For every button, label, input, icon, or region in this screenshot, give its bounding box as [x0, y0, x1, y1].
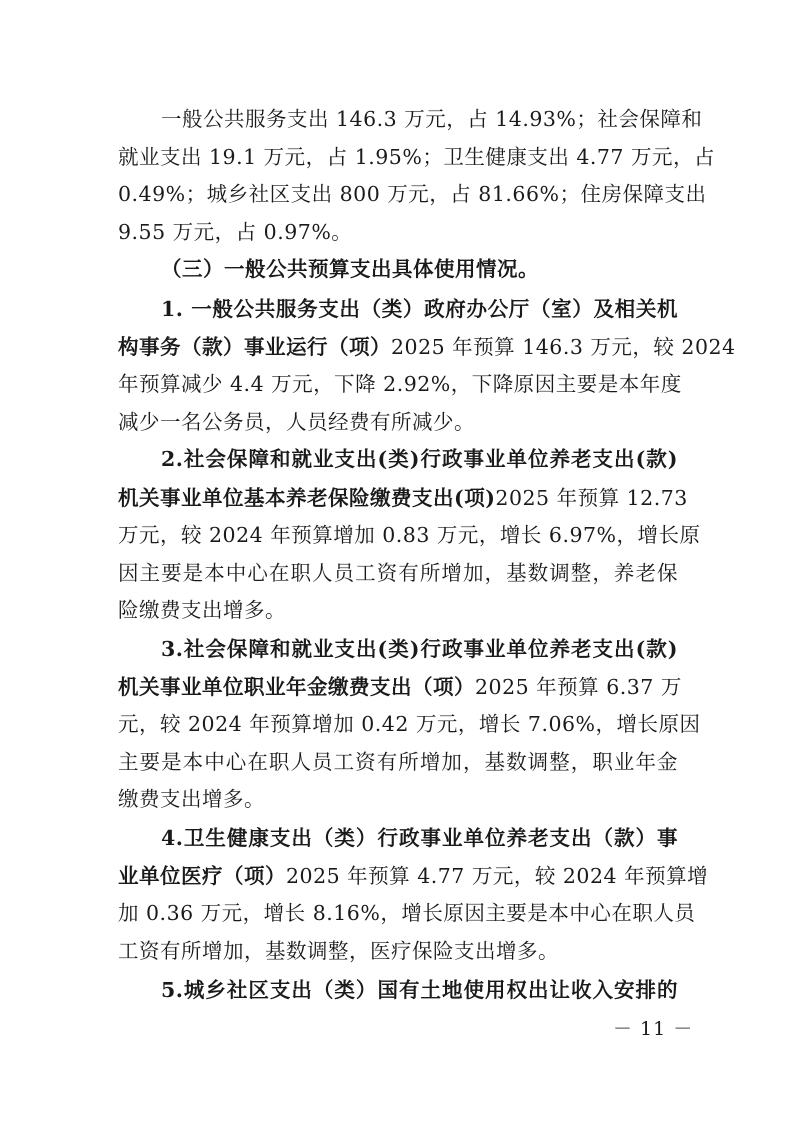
item4-line3: 加 0.36 万元，增长 8.16%，增长原因主要是本中心在职人员 — [118, 901, 696, 925]
section-heading-3: （三）一般公共预算支出具体使用情况。 — [161, 257, 539, 281]
item2-line4: 因主要是本中心在职人员工资有所增加，基数调整，养老保 — [118, 561, 678, 585]
item3-line2 — [118, 670, 682, 704]
item1-line1: 1. 一般公共服务支出（类）政府办公厅（室）及相关机 — [161, 297, 678, 321]
item3-line5: 缴费支出增多。 — [118, 787, 265, 811]
item4-line2 — [118, 859, 709, 893]
page-number: － 11 － — [613, 1018, 694, 1040]
item2-line2-text: 2025 年预算 12.73 — [495, 486, 688, 510]
item2-line5: 险缴费支出增多。 — [118, 598, 286, 622]
item1-line3: 年预算减少 4.4 万元，下降 2.92%，下降原因主要是本年度 — [118, 372, 682, 396]
para1-line1: 一般公共服务支出 146.3 万元，占 14.93%；社会保障和 — [161, 107, 703, 131]
item1-line2-text: 2025 年预算 146.3 万元，较 2024 — [391, 335, 736, 359]
para1-line4: 9.55 万元，占 0.97%。 — [118, 220, 353, 244]
item1-title-tail: 构事务（款）事业运行（项） — [118, 335, 391, 359]
item1-line4: 减少一名公务员，人员经费有所减少。 — [118, 410, 475, 434]
item3-line2-text: 2025 年预算 6.37 万 — [475, 675, 682, 699]
item4-line1: 4.卫生健康支出（类）行政事业单位养老支出（款）事 — [161, 826, 678, 850]
item4-line2-text: 2025 年预算 4.77 万元，较 2024 年预算增 — [286, 864, 709, 888]
item2-title-tail: 机关事业单位基本养老保险缴费支出(项) — [118, 486, 496, 510]
item2-line3: 万元，较 2024 年预算增加 0.83 万元，增长 6.97%，增长原 — [118, 523, 701, 547]
para1-line2: 就业支出 19.1 万元，占 1.95%；卫生健康支出 4.77 万元，占 — [118, 145, 715, 169]
item3-line1: 3.社会保障和就业支出(类)行政事业单位养老支出(款) — [161, 637, 678, 661]
item4-line4: 工资有所增加，基数调整，医疗保险支出增多。 — [118, 939, 559, 963]
item3-line4: 主要是本中心在职人员工资有所增加，基数调整，职业年金 — [118, 750, 678, 774]
item3-line3: 元，较 2024 年预算增加 0.42 万元，增长 7.06%，增长原因 — [118, 712, 701, 736]
item1-line2 — [118, 330, 736, 364]
item5-line1: 5.城乡社区支出（类）国有土地使用权出让收入安排的 — [161, 978, 678, 1002]
item2-line1: 2.社会保障和就业支出(类)行政事业单位养老支出(款) — [161, 447, 678, 471]
item4-title-tail: 业单位医疗（项） — [118, 864, 286, 888]
item3-title-tail: 机关事业单位职业年金缴费支出（项） — [118, 675, 475, 699]
para1-line3: 0.49%；城乡社区支出 800 万元，占 81.66%；住房保障支出 — [118, 182, 707, 206]
item2-line2 — [118, 481, 688, 515]
